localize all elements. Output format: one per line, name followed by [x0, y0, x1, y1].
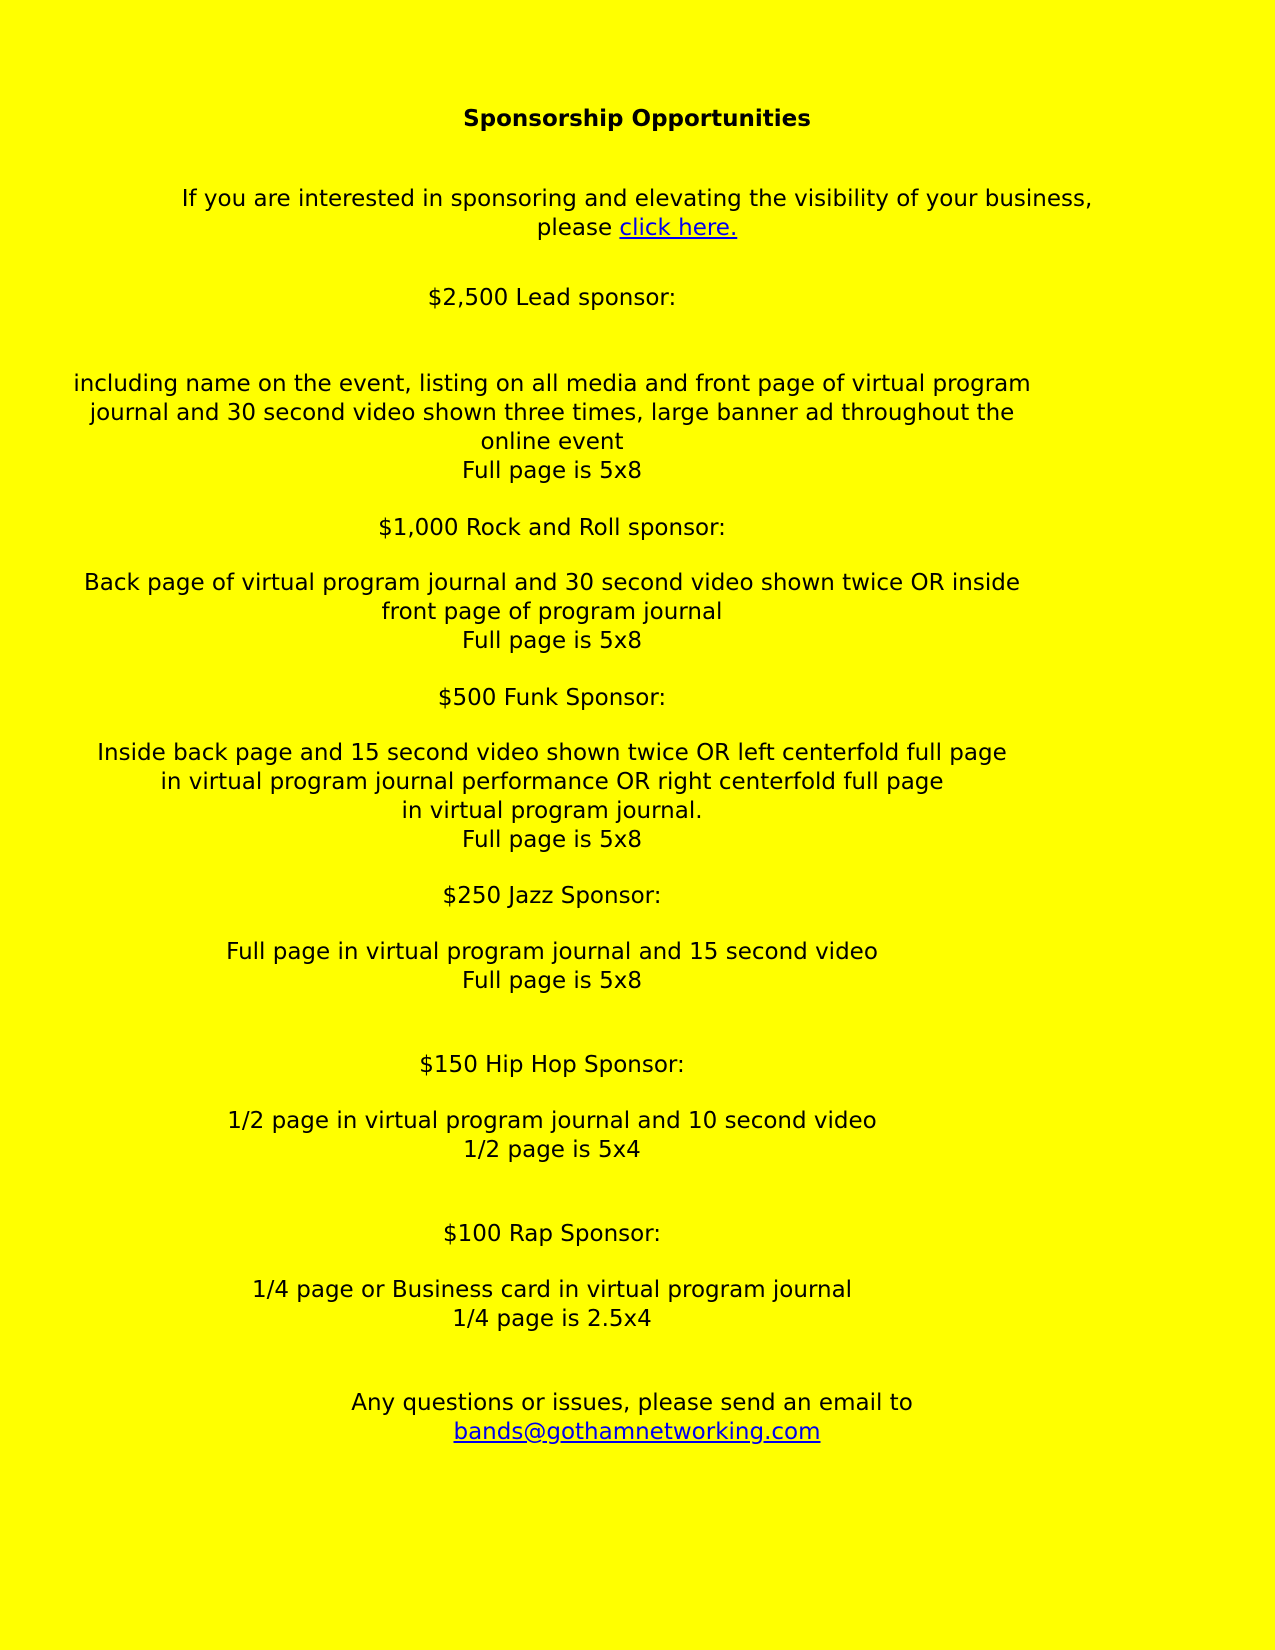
intro-line-2: [537, 213, 738, 243]
tier-heading-funk: $500 Funk Sponsor:: [437, 685, 667, 711]
tier-heading-rap: $100 Rap Sponsor:: [442, 1221, 662, 1247]
tier-desc-line: online event: [480, 429, 624, 455]
contact-email-link[interactable]: bands@gothamnetworking.com: [453, 1419, 821, 1445]
page-title: Sponsorship Opportunities: [463, 106, 811, 132]
tier-desc-line: including name on the event, listing on all media and front page of virtual program: [73, 371, 1031, 397]
tier-desc-line: in virtual program journal.: [401, 798, 703, 824]
tier-size: Full page is 5x8: [462, 827, 642, 853]
tier-size: Full page is 5x8: [462, 968, 642, 994]
tier-size: 1/2 page is 5x4: [463, 1137, 641, 1163]
tier-heading-rock-and-roll: $1,000 Rock and Roll sponsor:: [378, 515, 726, 541]
tier-desc-line: 1/2 page in virtual program journal and 10 second video: [227, 1108, 877, 1134]
click-here-link[interactable]: click here.: [619, 215, 738, 241]
tier-desc-line: in virtual program journal performance OR right centerfold full page: [160, 769, 944, 795]
contact-text: Any questions or issues, please send an email to: [351, 1390, 913, 1416]
tier-size: 1/4 page is 2.5x4: [452, 1306, 652, 1332]
intro-line-1: If you are interested in sponsoring and elevating the visibility of your business,: [181, 186, 1093, 212]
tier-heading-jazz: $250 Jazz Sponsor:: [442, 883, 662, 909]
tier-size: Full page is 5x8: [462, 458, 642, 484]
tier-desc-line: journal and 30 second video shown three times, large banner ad throughout the: [89, 400, 1015, 426]
tier-desc-line: Back page of virtual program journal and 30 second video shown twice OR inside: [84, 570, 1020, 596]
tier-desc-line: Full page in virtual program journal and 15 second video: [226, 939, 878, 965]
tier-size: Full page is 5x8: [462, 628, 642, 654]
contact-email-line: [453, 1417, 820, 1447]
tier-desc-line: Inside back page and 15 second video shown twice OR left centerfold full page: [97, 740, 1007, 766]
tier-heading-lead: $2,500 Lead sponsor:: [427, 285, 677, 311]
tier-desc-line: front page of program journal: [381, 599, 723, 625]
intro-prefix: please: [536, 215, 620, 241]
tier-heading-hip-hop: $150 Hip Hop Sponsor:: [419, 1052, 685, 1078]
tier-desc-line: 1/4 page or Business card in virtual program journal: [251, 1277, 853, 1303]
